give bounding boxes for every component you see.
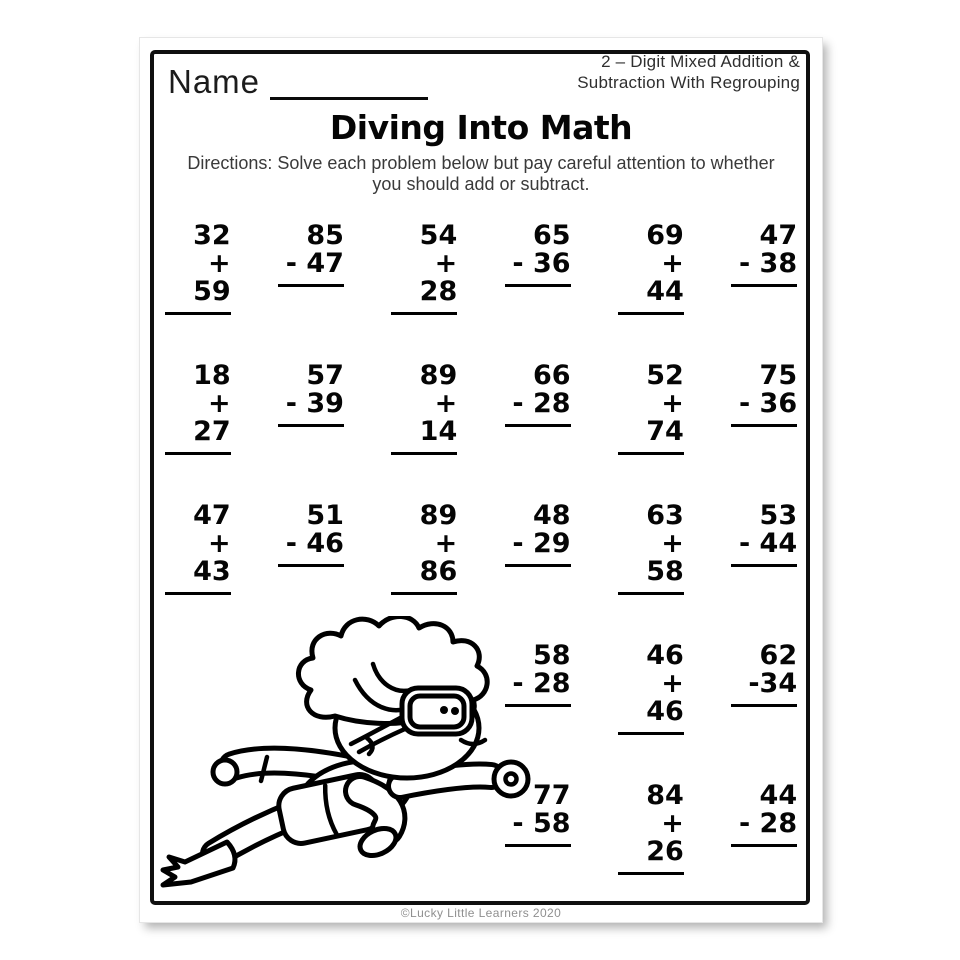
problem-bottom-number: + 44 [646, 248, 684, 307]
answer-line [731, 284, 797, 287]
problem-r2c1 [165, 362, 231, 455]
problem-top-number: 62 [759, 640, 798, 671]
problem-bottom-number: + 46 [646, 668, 684, 727]
problem-r4c6 [731, 642, 797, 735]
problem-r4c5 [618, 642, 684, 735]
problem-bottom-number: - 29 [512, 528, 571, 559]
problem-r5c6 [731, 782, 797, 875]
problem-r2c3 [391, 362, 457, 455]
worksheet-page [140, 38, 822, 922]
problem-top-number: 54 [419, 220, 458, 251]
problem-top-number: 47 [193, 500, 231, 531]
problem-top-number: 51 [306, 500, 344, 531]
problem-top-number: 89 [419, 360, 458, 391]
problem-r2c6 [731, 362, 797, 455]
name-blank-line [270, 67, 428, 100]
problem-bottom-number: - 39 [285, 388, 344, 419]
name-row [168, 64, 428, 100]
problem-r3c5 [618, 502, 684, 595]
problem-top-number: 53 [759, 500, 798, 531]
answer-line [391, 312, 457, 315]
problem-bottom-number: + 43 [193, 528, 231, 587]
answer-line [618, 592, 684, 595]
problem-r3c3 [391, 502, 457, 595]
answer-line [165, 592, 231, 595]
copyright-credit: ©Lucky Little Learners 2020 [400, 906, 562, 920]
answer-line [278, 564, 344, 567]
problem-top-number: 58 [532, 640, 571, 671]
answer-line [618, 452, 684, 455]
worksheet-topic [577, 51, 800, 93]
problem-top-number: 46 [646, 640, 684, 671]
problem-top-number: 69 [646, 220, 684, 251]
answer-line [505, 284, 571, 287]
problem-top-number: 75 [759, 360, 798, 391]
problem-top-number: 44 [759, 780, 798, 811]
problem-r1c5 [618, 222, 684, 315]
problem-bottom-number: + 58 [646, 528, 684, 587]
problem-bottom-number: + 26 [646, 808, 684, 867]
answer-line [731, 844, 797, 847]
problem-top-number: 77 [532, 780, 571, 811]
answer-line [278, 424, 344, 427]
name-label: Name [168, 63, 261, 100]
problem-top-number: 52 [646, 360, 684, 391]
problem-bottom-number: - 46 [285, 528, 344, 559]
problem-r1c1 [165, 222, 231, 315]
answer-line [731, 424, 797, 427]
problem-top-number: 57 [306, 360, 344, 391]
directions-line-2: you should add or subtract. [372, 174, 590, 194]
problem-bottom-number: + 74 [646, 388, 684, 447]
problem-bottom-number: - 38 [738, 248, 798, 279]
answer-line [731, 564, 797, 567]
answer-line [505, 564, 571, 567]
problem-bottom-number: - 28 [512, 668, 571, 699]
answer-line [618, 312, 684, 315]
problem-row-3 [141, 502, 821, 595]
problem-top-number: 47 [759, 220, 798, 251]
problem-top-number: 84 [646, 780, 684, 811]
answer-line [505, 424, 571, 427]
problem-bottom-number: - 28 [738, 808, 798, 839]
problem-r3c2 [278, 502, 344, 595]
problem-top-number: 32 [193, 220, 231, 251]
problem-r1c4 [505, 222, 571, 315]
problem-r2c2 [278, 362, 344, 455]
problem-bottom-number: -34 [748, 668, 798, 699]
topic-line-2: Subtraction With Regrouping [577, 73, 800, 92]
answer-line [391, 452, 457, 455]
answer-line [165, 452, 231, 455]
problem-r2c4 [505, 362, 571, 455]
page-title: Diving Into Math [329, 108, 633, 147]
problem-row-2 [141, 362, 821, 455]
diver-illustration [155, 616, 545, 888]
problem-bottom-number: - 28 [512, 388, 571, 419]
problem-r3c1 [165, 502, 231, 595]
problem-top-number: 85 [306, 220, 344, 251]
problem-r3c4 [505, 502, 571, 595]
problem-top-number: 65 [532, 220, 571, 251]
problem-row-1 [141, 222, 821, 315]
answer-line [618, 872, 684, 875]
problem-r3c6 [731, 502, 797, 595]
problem-top-number: 18 [193, 360, 231, 391]
problem-top-number: 48 [532, 500, 571, 531]
problem-bottom-number: + 59 [193, 248, 231, 307]
answer-line [731, 704, 797, 707]
problem-r1c3 [391, 222, 457, 315]
topic-line-1: 2 – Digit Mixed Addition & [601, 52, 800, 71]
answer-line [165, 312, 231, 315]
problem-bottom-number: + 14 [419, 388, 458, 447]
problem-top-number: 66 [532, 360, 571, 391]
answer-line [278, 284, 344, 287]
problem-r1c6 [731, 222, 797, 315]
problem-bottom-number: - 44 [738, 528, 798, 559]
directions-line-1: Directions: Solve each problem below but pay careful attention to whether [187, 153, 775, 173]
problem-r5c5 [618, 782, 684, 875]
directions [140, 153, 822, 195]
problem-bottom-number: + 86 [419, 528, 458, 587]
answer-line [618, 732, 684, 735]
problem-bottom-number: + 27 [193, 388, 231, 447]
problem-r1c2 [278, 222, 344, 315]
problem-bottom-number: - 58 [512, 808, 571, 839]
problem-top-number: 89 [419, 500, 458, 531]
problem-bottom-number: - 36 [738, 388, 798, 419]
problem-bottom-number: + 28 [419, 248, 458, 307]
answer-line [391, 592, 457, 595]
problem-top-number: 63 [646, 500, 684, 531]
problem-bottom-number: - 36 [512, 248, 571, 279]
problem-r2c5 [618, 362, 684, 455]
problem-bottom-number: - 47 [285, 248, 344, 279]
